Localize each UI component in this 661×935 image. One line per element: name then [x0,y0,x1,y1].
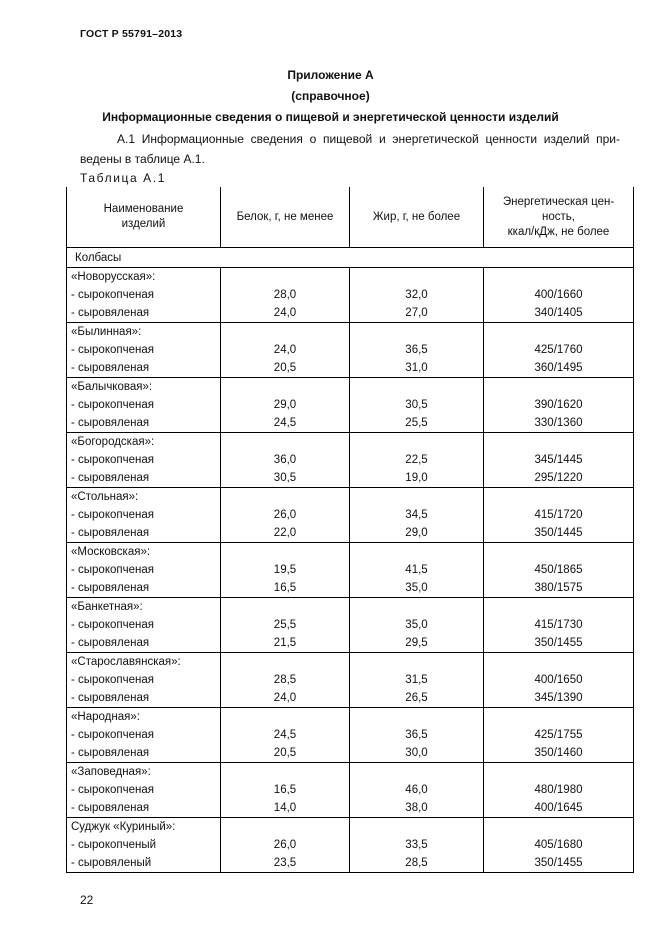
row-label: - сырокопченая [67,671,221,689]
row-label: - сырокопченая [67,726,221,744]
row-energy: 450/1865 [484,561,634,579]
table-row [67,634,634,653]
row-protein: 22,0 [221,524,350,543]
group-fat-empty [350,268,484,287]
group-energy-empty [484,818,634,837]
row-label: - сырокопченая [67,451,221,469]
group-protein-empty [221,818,350,837]
group-energy-empty [484,268,634,287]
row-protein: 29,0 [221,396,350,414]
row-energy: 425/1755 [484,726,634,744]
row-energy: 405/1680 [484,836,634,854]
group-energy-empty [484,378,634,397]
row-label: - сыровяленая [67,579,221,598]
row-label: - сыровяленый [67,854,221,873]
table-row [67,579,634,598]
table-row [67,726,634,744]
row-label: - сыровяленая [67,634,221,653]
group-row [67,323,634,342]
group-protein-empty [221,598,350,617]
row-fat: 46,0 [350,781,484,799]
row-fat: 27,0 [350,304,484,323]
group-energy-empty [484,763,634,782]
table-row [67,781,634,799]
group-fat-empty [350,488,484,507]
table-row [67,671,634,689]
row-protein: 21,5 [221,634,350,653]
row-fat: 38,0 [350,799,484,818]
group-row [67,543,634,562]
group-name: «Богородская»: [67,433,221,452]
header-protein: Белок, г, не менее [221,187,350,248]
row-protein: 14,0 [221,799,350,818]
row-energy: 350/1445 [484,524,634,543]
group-energy-empty [484,543,634,562]
document-header: ГОСТ Р 55791–2013 [80,28,183,40]
table-row [67,469,634,488]
row-energy: 415/1730 [484,616,634,634]
row-protein: 20,5 [221,359,350,378]
group-name: «Старославянская»: [67,653,221,672]
row-label: - сыровяленая [67,689,221,708]
row-protein: 20,5 [221,744,350,763]
row-label: - сыровяленая [67,469,221,488]
header-energy-line1: Энергетическая цен- [502,195,615,208]
row-energy: 400/1645 [484,799,634,818]
table-row [67,341,634,359]
group-protein-empty [221,488,350,507]
appendix-title: Приложение А [287,68,374,82]
group-row [67,708,634,727]
group-row [67,378,634,397]
row-label: - сырокопченая [67,616,221,634]
table-row [67,524,634,543]
row-label: - сырокопченая [67,341,221,359]
section-row [67,248,634,268]
group-name: «Народная»: [67,708,221,727]
row-label: - сырокопченая [67,396,221,414]
group-name: «Заповедная»: [67,763,221,782]
row-energy: 400/1650 [484,671,634,689]
header-energy-line2: ность, [542,210,575,223]
row-label: - сыровяленая [67,799,221,818]
group-protein-empty [221,708,350,727]
appendix-status: (справочное) [291,89,370,103]
group-fat-empty [350,653,484,672]
row-label: - сыровяленая [67,744,221,763]
group-name: «Новорусская»: [67,268,221,287]
group-energy-empty [484,708,634,727]
row-energy: 345/1390 [484,689,634,708]
table-row [67,744,634,763]
row-fat: 35,0 [350,616,484,634]
row-energy: 380/1575 [484,579,634,598]
intro-paragraph-line2: ведены в таблице А.1. [80,152,205,166]
group-protein-empty [221,268,350,287]
row-energy: 480/1980 [484,781,634,799]
row-label: - сыровяленая [67,304,221,323]
group-name: «Былинная»: [67,323,221,342]
table-row [67,396,634,414]
row-label: - сырокопченая [67,506,221,524]
header-energy-line3: ккал/кДж, не более [507,225,610,238]
row-protein: 19,5 [221,561,350,579]
row-energy: 350/1460 [484,744,634,763]
row-fat: 33,5 [350,836,484,854]
row-fat: 35,0 [350,579,484,598]
group-row [67,488,634,507]
header-fat: Жир, г, не более [350,187,484,248]
row-protein: 26,0 [221,836,350,854]
table-row [67,836,634,854]
table-row [67,506,634,524]
row-energy: 345/1445 [484,451,634,469]
group-protein-empty [221,543,350,562]
header-name-line1: Наименование [103,203,184,215]
group-name: «Балычковая»: [67,378,221,397]
table-row [67,286,634,304]
group-energy-empty [484,598,634,617]
table-row [67,304,634,323]
row-fat: 31,5 [350,671,484,689]
row-fat: 30,5 [350,396,484,414]
row-label: - сырокопченый [67,836,221,854]
table-row [67,616,634,634]
row-fat: 30,0 [350,744,484,763]
group-protein-empty [221,378,350,397]
group-fat-empty [350,543,484,562]
header-name [67,187,221,248]
row-energy: 330/1360 [484,414,634,433]
row-energy: 295/1220 [484,469,634,488]
row-label: - сырокопченая [67,286,221,304]
table-row [67,451,634,469]
row-label: - сырокопченая [67,781,221,799]
row-energy: 340/1405 [484,304,634,323]
row-protein: 28,0 [221,286,350,304]
table-caption: Таблица А.1 [80,171,166,185]
row-protein: 16,5 [221,781,350,799]
row-fat: 29,5 [350,634,484,653]
row-fat: 32,0 [350,286,484,304]
row-fat: 26,5 [350,689,484,708]
row-protein: 24,0 [221,689,350,708]
row-protein: 16,5 [221,579,350,598]
group-fat-empty [350,708,484,727]
table-row [67,414,634,433]
row-energy: 390/1620 [484,396,634,414]
row-label: - сыровяленая [67,359,221,378]
group-protein-empty [221,653,350,672]
group-energy-empty [484,433,634,452]
header-energy [484,187,634,248]
table-header-row [67,187,634,248]
table-row [67,359,634,378]
table-row [67,561,634,579]
group-protein-empty [221,763,350,782]
row-label: - сырокопченая [67,561,221,579]
row-protein: 23,5 [221,854,350,873]
group-name: «Банкетная»: [67,598,221,617]
row-energy: 350/1455 [484,854,634,873]
group-protein-empty [221,433,350,452]
group-fat-empty [350,763,484,782]
row-fat: 28,5 [350,854,484,873]
group-row [67,653,634,672]
appendix-heading: Информационные сведения о пищевой и энергетической ценности изделий [102,110,559,124]
group-energy-empty [484,653,634,672]
group-fat-empty [350,433,484,452]
row-fat: 25,5 [350,414,484,433]
nutrition-table [66,187,634,873]
row-energy: 415/1720 [484,506,634,524]
row-energy: 425/1760 [484,341,634,359]
row-protein: 24,5 [221,414,350,433]
row-fat: 22,5 [350,451,484,469]
group-row [67,598,634,617]
row-protein: 24,0 [221,341,350,359]
row-label: - сыровяленая [67,524,221,543]
group-row [67,818,634,837]
row-fat: 41,5 [350,561,484,579]
row-fat: 36,5 [350,726,484,744]
row-protein: 26,0 [221,506,350,524]
group-row [67,763,634,782]
group-energy-empty [484,488,634,507]
group-fat-empty [350,378,484,397]
row-energy: 350/1455 [484,634,634,653]
group-energy-empty [484,323,634,342]
group-name: «Московская»: [67,543,221,562]
row-fat: 34,5 [350,506,484,524]
group-protein-empty [221,323,350,342]
group-name: Суджук «Куриный»: [67,818,221,837]
row-fat: 31,0 [350,359,484,378]
row-protein: 28,5 [221,671,350,689]
row-energy: 400/1660 [484,286,634,304]
row-label: - сыровяленая [67,414,221,433]
intro-paragraph-line1: А.1 Информационные сведения о пищевой и энергетической ценности изделий при- [117,132,620,146]
section-label: Колбасы [67,248,634,268]
group-row [67,433,634,452]
row-protein: 24,5 [221,726,350,744]
row-fat: 36,5 [350,341,484,359]
row-protein: 30,5 [221,469,350,488]
group-fat-empty [350,323,484,342]
group-fat-empty [350,818,484,837]
group-fat-empty [350,598,484,617]
row-fat: 19,0 [350,469,484,488]
row-protein: 36,0 [221,451,350,469]
row-protein: 24,0 [221,304,350,323]
table-row [67,854,634,873]
row-energy: 360/1495 [484,359,634,378]
row-protein: 25,5 [221,616,350,634]
row-fat: 29,0 [350,524,484,543]
group-name: «Стольная»: [67,488,221,507]
header-name-line2: изделий [121,218,166,230]
table-row [67,799,634,818]
group-row [67,268,634,287]
table-row [67,689,634,708]
page-number: 22 [80,893,94,907]
